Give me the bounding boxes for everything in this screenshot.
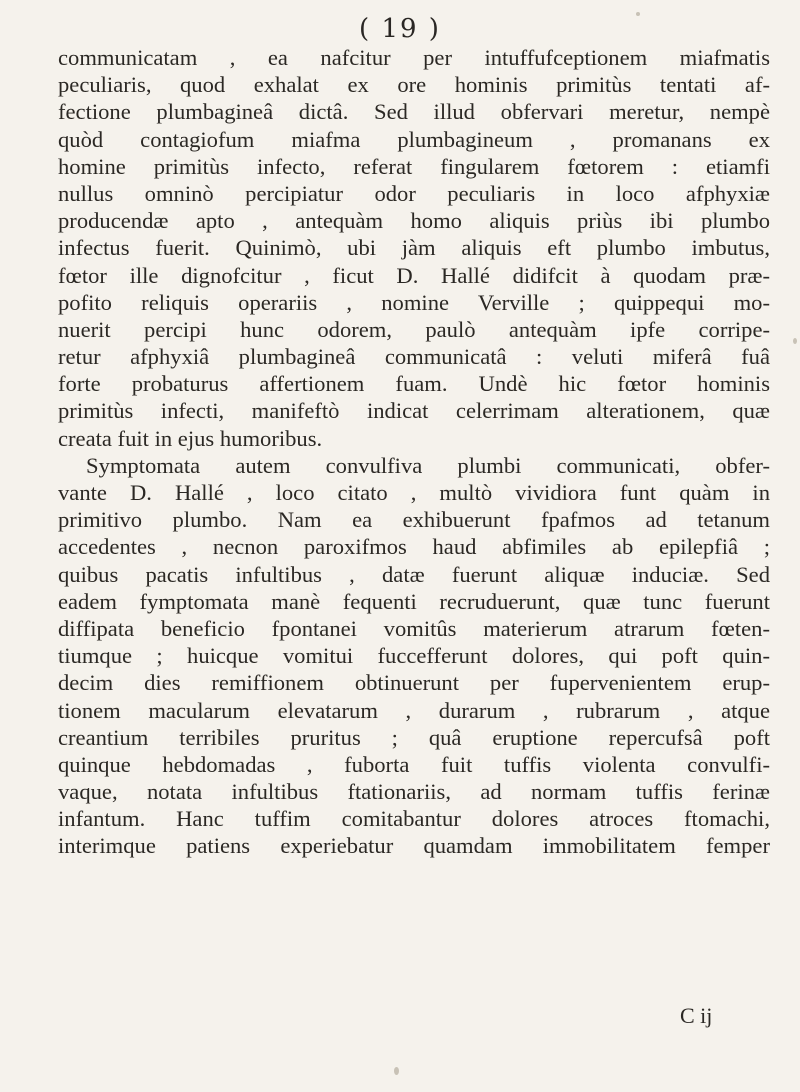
page-number: ( 19 ) xyxy=(359,14,441,44)
text-line: vaque, notata infultibus ftationariis, ad normam tuffis ferinæ xyxy=(58,779,770,805)
text-line: vante D. Hallé , loco citato , multò vividiora funt quàm in xyxy=(58,480,770,505)
text-line: infectus fuerit. Quinimò, ubi jàm aliquis eft plumbo imbutus, xyxy=(58,235,770,261)
text-line: primitivo plumbo. Nam ea exhibuerunt fpafmos ad tetanum xyxy=(58,507,770,533)
text-line: primitùs infecti, manifeftò indicat celerrimam alterationem, quæ xyxy=(58,398,770,424)
text-line: peculiaris, quod exhalat ex ore hominis primitùs tentati af- xyxy=(58,72,770,98)
text-line: retur afphyxiâ plumbagineâ communicatâ : veluti miferâ fuâ xyxy=(58,344,770,370)
text-line: quibus pacatis infultibus , datæ fuerunt aliquæ induciæ. Sed xyxy=(58,561,770,587)
paper-speck xyxy=(793,338,797,344)
paragraph-start-line: Symptomata autem convulfiva plumbi communicati, obfer- xyxy=(86,452,770,478)
body-text xyxy=(58,44,770,860)
text-line: nullus omninò percipiatur odor peculiaris in loco afphyxiæ xyxy=(58,180,770,206)
text-line: communicatam , ea nafcitur per intuffufceptionem miafmatis xyxy=(58,45,770,70)
text-line: pofito reliquis operariis , nomine Verville ; quippequi mo- xyxy=(58,289,770,315)
text-line: homine primitùs infecto, referat fingularem fœtorem : etiamfi xyxy=(58,153,770,179)
catchword-signature: C ij xyxy=(680,1003,713,1028)
text-line: quinque hebdomadas , fuborta fuit tuffis violenta convulfi- xyxy=(58,751,770,777)
text-line: fœtor ille dignofcitur , ficut D. Hallé didifcit à quodam præ- xyxy=(58,262,770,288)
text-line: tiumque ; huicque vomitui fuccefferunt dolores, qui poft quin- xyxy=(58,643,770,669)
text-line: tionem macularum elevatarum , durarum , rubrarum , atque xyxy=(58,697,770,723)
text-line: forte probaturus affertionem fuam. Undè hic fœtor hominis xyxy=(58,371,770,397)
paper-speck xyxy=(636,12,640,16)
text-line: producendæ apto , antequàm homo aliquis priùs ibi plumbo xyxy=(58,208,770,234)
text-line: interimque patiens experiebatur quamdam immobilitatem femper xyxy=(58,833,770,859)
text-line: accedentes , necnon paroxifmos haud abfimiles ab epilepfiâ ; xyxy=(58,534,770,560)
text-line: quòd contagiofum miafma plumbagineum , promanans ex xyxy=(58,126,770,152)
text-line: infantum. Hanc tuffim comitabantur dolores atroces ftomachi, xyxy=(58,806,770,832)
text-line: fectione plumbagineâ dictâ. Sed illud obfervari meretur, nempè xyxy=(58,99,770,125)
paper-speck xyxy=(394,1067,399,1075)
text-line: decim dies remiffionem obtinuerunt per fupervenientem erup- xyxy=(58,670,770,696)
paragraph-end-line: creata fuit in ejus humoribus. xyxy=(58,425,323,451)
text-line: diffipata beneficio fpontanei vomitûs materierum atrarum fœten- xyxy=(58,615,770,641)
text-line: eadem fymptomata manè fequenti recruduerunt, quæ tunc fuerunt xyxy=(58,588,770,614)
text-line: nuerit percipi hunc odorem, paulò antequàm ipfe corripe- xyxy=(58,316,770,342)
text-line: creantium terribiles pruritus ; quâ eruptione repercufsâ poft xyxy=(58,724,770,750)
